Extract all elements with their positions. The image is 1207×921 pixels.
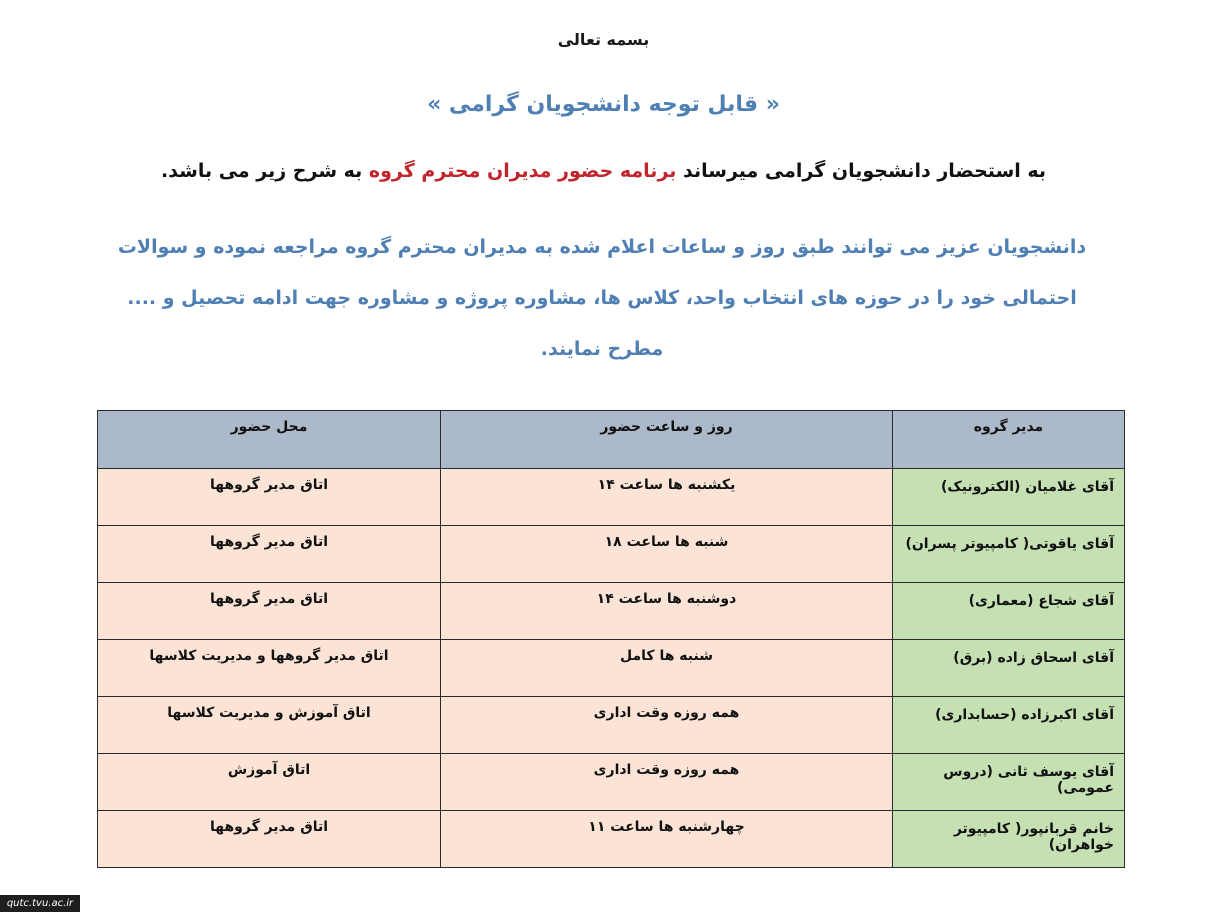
cell-time: شنبه ها کامل xyxy=(441,640,893,697)
notice-headline: « قابل توجه دانشجویان گرامی » xyxy=(427,92,780,117)
intro-sentence xyxy=(120,160,1087,182)
cell-time: چهارشنبه ها ساعت ۱۱ xyxy=(441,811,893,868)
cell-time: همه روزه وقت اداری xyxy=(441,697,893,754)
cell-place: اتاق آموزش و مدیریت کلاسها xyxy=(98,697,441,754)
cell-manager: آقای شجاع (معماری) xyxy=(893,583,1125,640)
header-time: روز و ساعت حضور xyxy=(441,411,893,469)
paragraph-line-2: احتمالی خود را در حوزه های انتخاب واحد، کلاس ها، مشاوره پروژه و مشاوره جهت ادامه تحصیل و .... xyxy=(127,287,1077,309)
table-header-row xyxy=(98,411,1125,469)
table-row xyxy=(98,754,1125,811)
cell-manager: آقای یوسف ثانی (دروس عمومی) xyxy=(893,754,1125,811)
cell-time: همه روزه وقت اداری xyxy=(441,754,893,811)
cell-place: اتاق مدیر گروهها xyxy=(98,526,441,583)
cell-manager: آقای یاقوتی( کامپیوتر پسران) xyxy=(893,526,1125,583)
intro-part1: به استحضار دانشجویان گرامی میرساند xyxy=(676,160,1047,182)
cell-manager: آقای اکبرزاده (حسابداری) xyxy=(893,697,1125,754)
cell-manager: خانم قربانپور( کامپیوتر خواهران) xyxy=(893,811,1125,868)
cell-time: شنبه ها ساعت ۱۸ xyxy=(441,526,893,583)
intro-highlight: برنامه حضور مدیران محترم گروه xyxy=(368,160,677,182)
header-place: محل حضور xyxy=(98,411,441,469)
paragraph-line-1: دانشجویان عزیز می توانند طبق روز و ساعات اعلام شده به مدیران محترم گروه مراجعه نموده و سوالات xyxy=(117,236,1087,258)
info-paragraph xyxy=(107,222,1097,375)
cell-manager: آقای غلامیان (الکترونیک) xyxy=(893,469,1125,526)
table-row xyxy=(98,811,1125,868)
table-row xyxy=(98,526,1125,583)
cell-place: اتاق مدیر گروهها xyxy=(98,469,441,526)
paragraph-line-3: مطرح نمایند. xyxy=(540,338,664,360)
table-row xyxy=(98,469,1125,526)
table-row xyxy=(98,697,1125,754)
basmala-heading: بسمه تعالی xyxy=(557,30,650,49)
cell-place: اتاق مدیر گروهها xyxy=(98,583,441,640)
schedule-table xyxy=(97,410,1125,868)
cell-time: یکشنبه ها ساعت ۱۴ xyxy=(441,469,893,526)
table-row xyxy=(98,640,1125,697)
cell-manager: آقای اسحاق زاده (برق) xyxy=(893,640,1125,697)
intro-part2: به شرح زیر می باشد. xyxy=(160,160,369,182)
header-manager: مدیر گروه xyxy=(893,411,1125,469)
table-row xyxy=(98,583,1125,640)
cell-place: اتاق مدیر گروهها xyxy=(98,811,441,868)
cell-place: اتاق مدیر گروهها و مدیریت کلاسها xyxy=(98,640,441,697)
cell-time: دوشنبه ها ساعت ۱۴ xyxy=(441,583,893,640)
site-watermark: qutc.tvu.ac.ir xyxy=(0,895,80,912)
cell-place: اتاق آموزش xyxy=(98,754,441,811)
